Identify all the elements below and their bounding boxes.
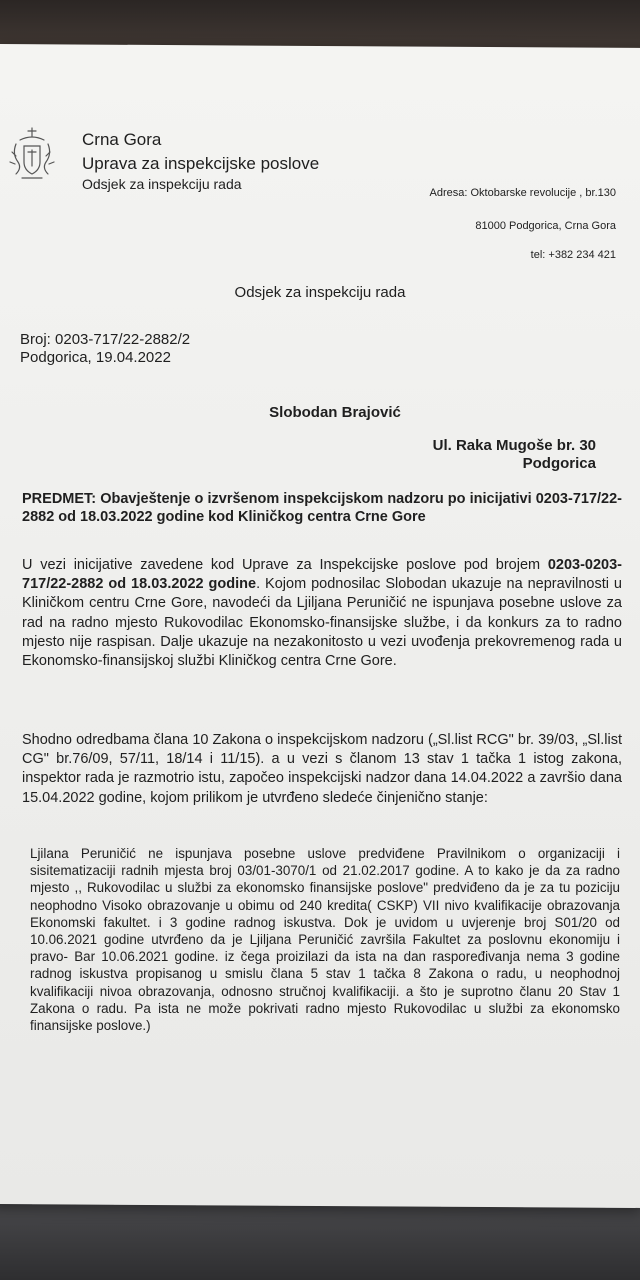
coat-of-arms-icon [6,122,58,184]
section-title: Odsjek za inspekciju rada [234,284,406,301]
paragraph-legal-basis: Shodno odredbama člana 10 Zakona o inspekcijskom nadzoru („Sl.list RCG" br. 39/03, „Sl.list CG" br.76/09, 57/11, 18/14 i 11/15). a u vezi s članom 13 stav 1 tačka 1 istog zakona, inspektor rada je razmotrio istu, započeo inspekcijski nadzor dana 14.04.2022 a završio dana 15.04.2022 godine, kojom prilikom je utvrđeno sledeće činjenično stanje: [22,732,622,806]
paragraph-intro: U vezi inicijative zavedene kod Uprave za Inspekcijske poslove pod brojem [22,557,548,573]
paragraph-rest: . Kojom podnosilac Slobodan ukazuje na nepravilnosti u Kliničkom centru Crne Gore, navodeći da Ljiljana Peruničić ne ispunjava posebne uslove za rad na radno mjesto Rukovodilac Ekonomsko-finansijske službe, i da konkurs za to radno mjesto nije raspisan. Dalje ukazuje na nezakonitosto u vezi uvođenja prekovremenog rada u Ekonomsko-finansijskoj službi Kliničkog centra Crne Gore. [22,576,622,670]
subject-line [22,490,622,526]
country-name: Crna Gora [82,130,162,149]
agency-name: Uprava za inspekcijske poslove [82,154,320,173]
address-street: Adresa: Oktobarske revolucije , br.130 [429,187,616,199]
recipient-name: Slobodan Brajović [269,404,401,421]
paragraph-findings: Ljilana Peruničić ne ispunjava posebne uslove predviđene Pravilnikom o organizaciji i sisitematizaciji radnih mjesta broj 03/01-3070/1 od 21.02.2017 godine. A to kako je da za radno mjesto ,, Rukovodilac u službi za ekonomsko finansijske poslove" predviđeno da je za tu poziciju neophodno Visoko obrazovanje u obimu od 240 kredita( CSKP) VII nivo kvalifikacije obrazovanja Ekonomski fakultet. i 3 godine radnog iskustva. Dok je uvidom u uvjerenje broj S01/20 od 10.06.2021 godine utvrđeno da je Ljiljana Peruničić završila Fakultet za poslovnu ekonomiju i pravo- Bar 10.06.2021 godine. iz čega proizilazi da ista na dan raspoređivanja nema 3 godine radnog iskustva propisanog u smislu člana 5 stav 1 tačka 8 Zakona o radu, u neophodnoj kvalifikaciji nivoa obrazovanja, odnosno stručnoj kvalifikaciji. a što je suprotno članu 20 Stav 1 Zakona o radu. Pa ista ne može pokrivati radno mjesto Rukovodilac u službi za ekonomsko finansijske poslove.) [30,846,620,1034]
reference-number: Broj: 0203-717/22-2882/2 [20,331,191,348]
department-name: Odsjek za inspekciju rada [82,176,242,192]
recipient-street: Ul. Raka Mugoše br. 30 [432,437,596,454]
subject-text: Obavještenje o izvršenom inspekcijskom nadzoru po inicijativi 0203-717/22-2882 od 18.03.2022 godine kod Kliničkog centra Crne Gore [22,491,622,525]
paragraph-initiative [22,556,622,671]
subject-label: PREDMET: [22,491,97,507]
initiative-reference: 0203-0203-717/22-2882 od 18.03.2022 godine [22,557,622,593]
address-city: 81000 Podgorica, Crna Gora [475,220,616,232]
address-phone: tel: +382 234 421 [530,249,616,261]
place-date: Podgorica, 19.04.2022 [20,349,171,366]
recipient-city: Podgorica [522,455,596,472]
